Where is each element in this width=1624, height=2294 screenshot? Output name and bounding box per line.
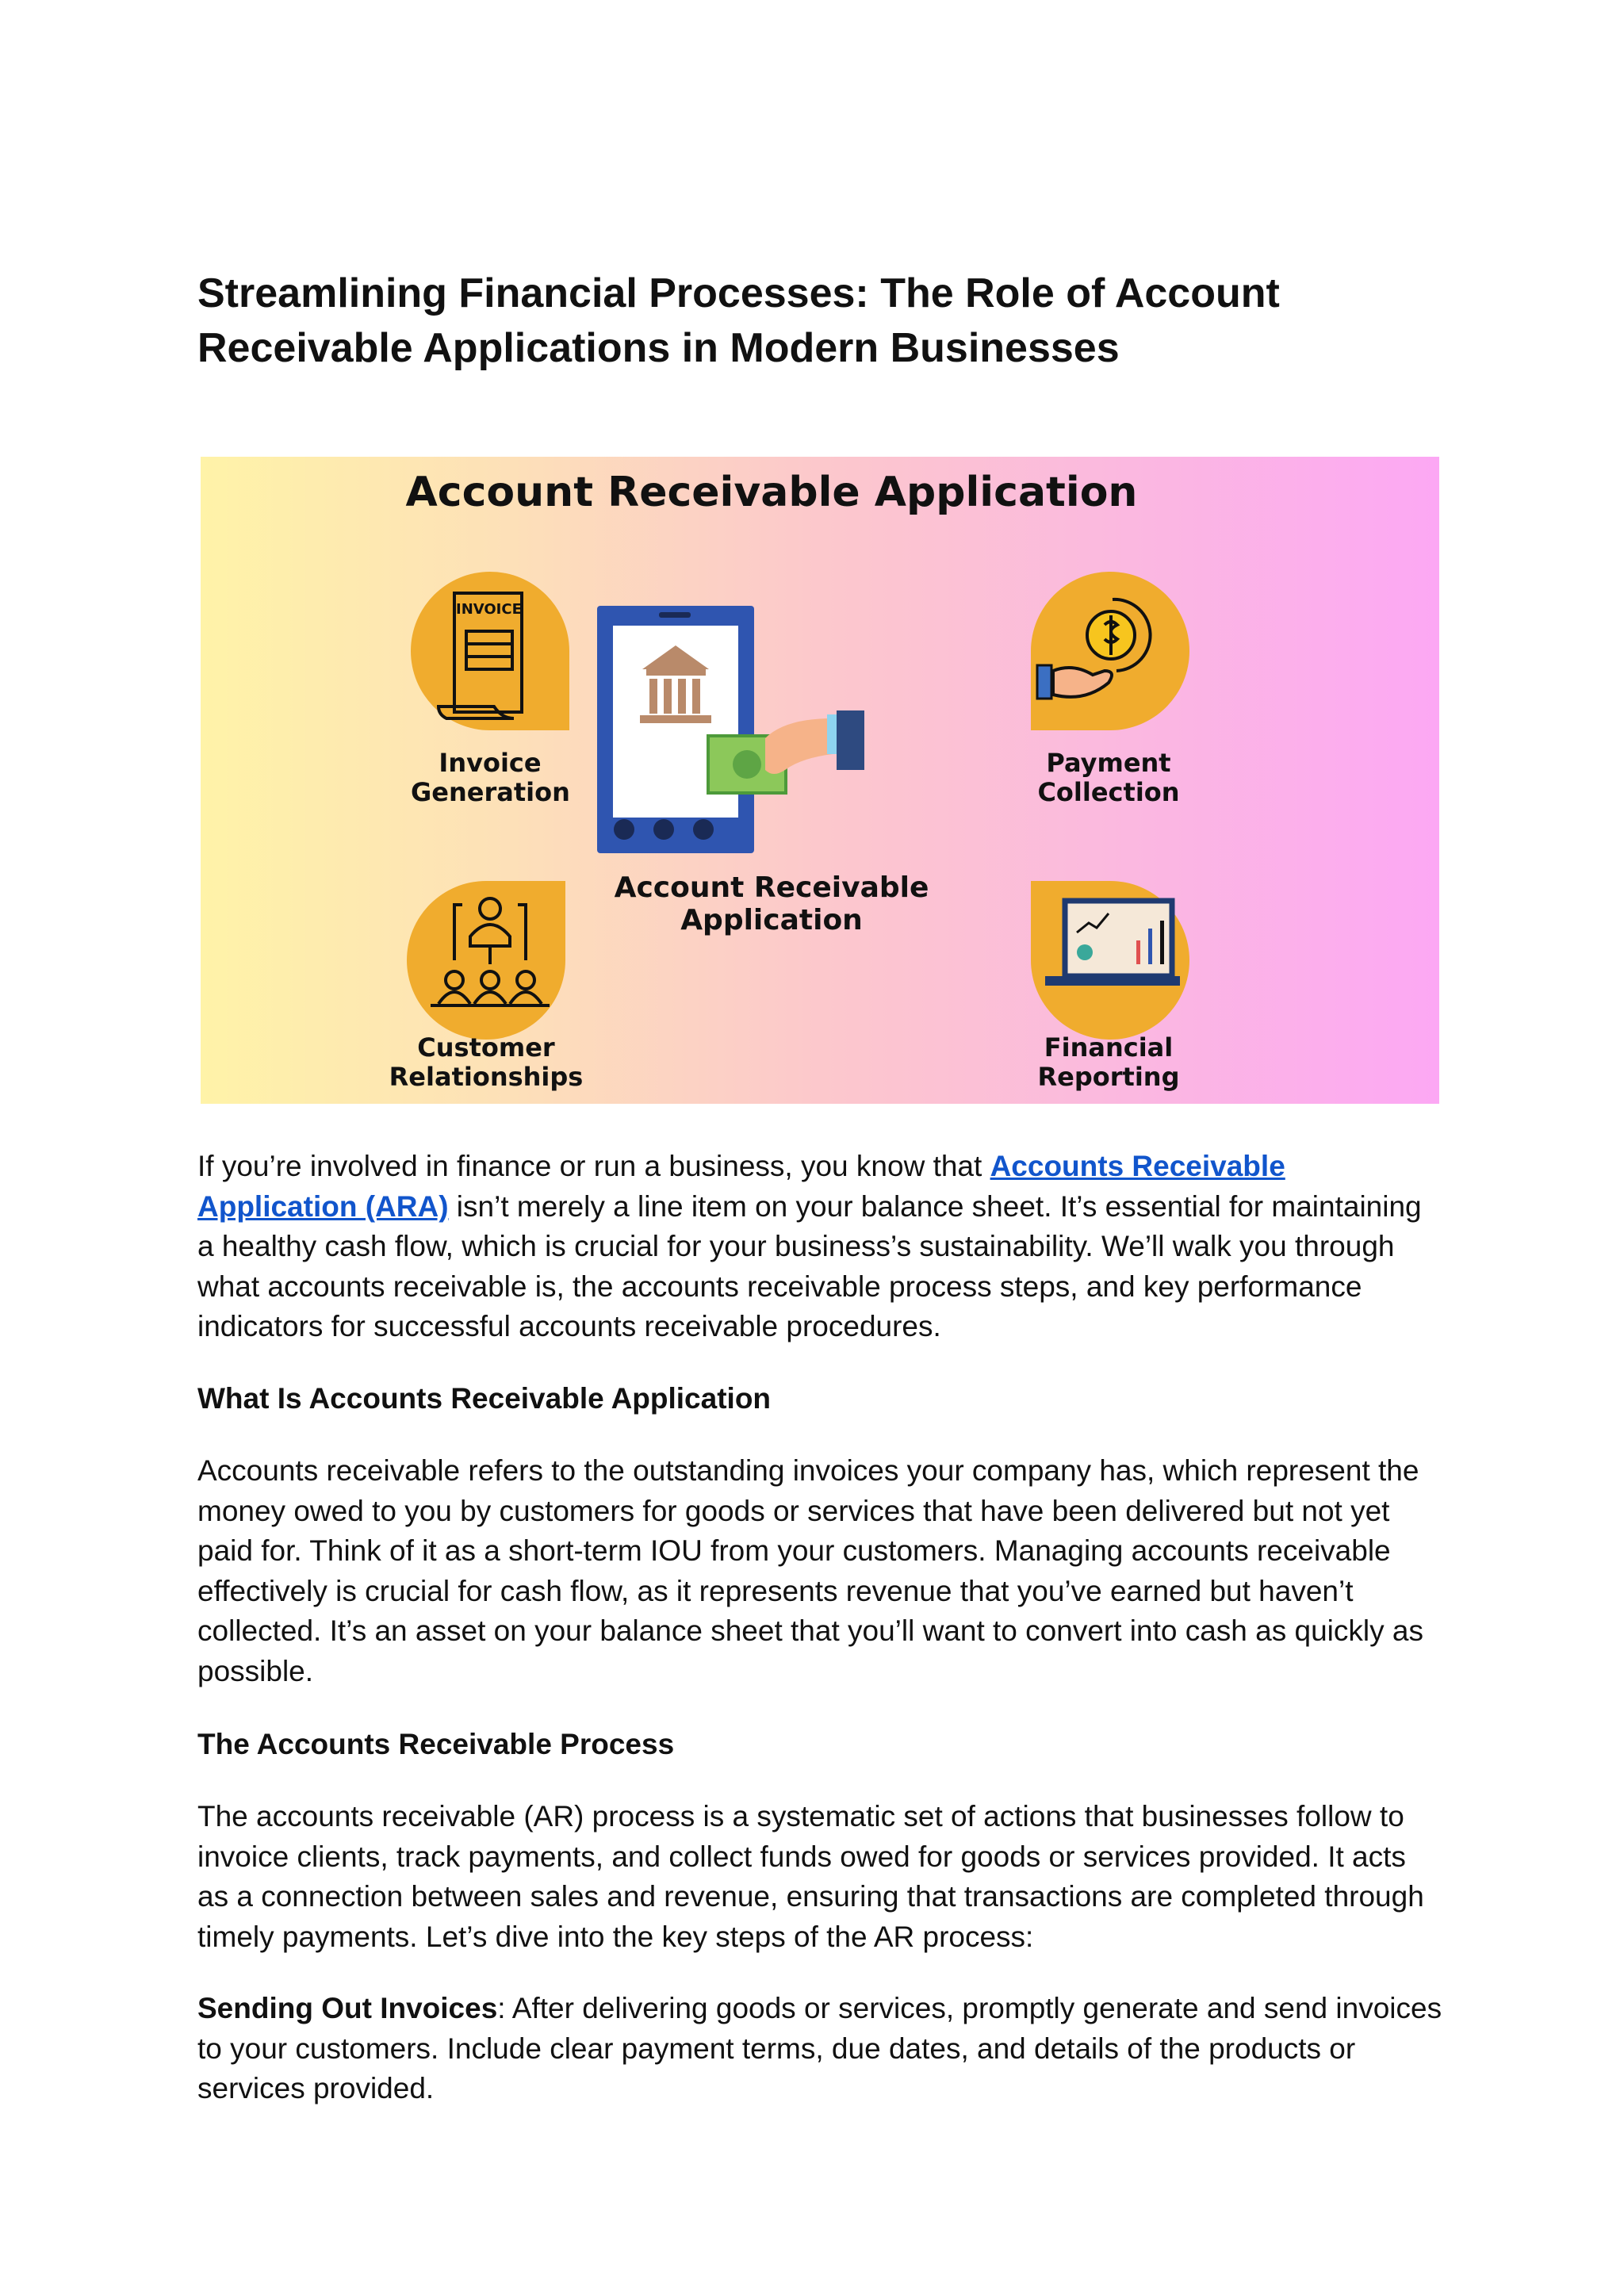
page-title: Streamlining Financial Processes: The Role of Account Receivable Applications in Modern Businesses bbox=[197, 270, 1280, 371]
infographic-image bbox=[201, 457, 1439, 1104]
phone-app-icon bbox=[597, 606, 864, 853]
invoice-word: INVOICE bbox=[456, 601, 522, 618]
section-heading-process: The Accounts Receivable Process bbox=[197, 1728, 675, 1760]
intro-paragraph bbox=[197, 1147, 1442, 1347]
section1-text: Accounts receivable refers to the outstanding invoices your company has, which represent the money owed to you by customers for goods or services that have been delivered but not yet paid for. Think of it as a short-term IOU from your customers. Managing accounts receivable effectively is crucial for cash flow, as it represents revenue that you’ve earned but haven’t collected. It’s an asset on your balance sheet that you’ll want to convert into cash as quickly as possible. bbox=[197, 1454, 1423, 1687]
section2-paragraph bbox=[197, 1797, 1442, 1957]
label-invoice-generation: Invoice Generation bbox=[411, 748, 570, 807]
label-center: Account Receivable Application bbox=[614, 871, 929, 937]
section-heading-what-is: What Is Accounts Receivable Application bbox=[197, 1382, 772, 1415]
label-customer-relationships: Customer Relationships bbox=[389, 1032, 584, 1092]
infographic-title: Account Receivable Application bbox=[405, 469, 1138, 516]
section2-text: The accounts receivable (AR) process is a systematic set of actions that businesses follow to invoice clients, track payments, and collect funds owed for goods or services provided. It acts as a connection between sales and revenue, ensuring that transactions are completed through timely payments. Let’s dive into the key steps of the AR process: bbox=[197, 1800, 1424, 1953]
step-term: Sending Out Invoices bbox=[197, 1992, 498, 2024]
section1-paragraph bbox=[197, 1451, 1442, 1691]
step-body: : After delivering goods or services, promptly generate and send invoices to your customers. Include clear payment terms, due dates, and details of the products or services provided. bbox=[197, 1992, 1442, 2104]
intro-text: If you’re involved in finance or run a business, you know that bbox=[197, 1150, 990, 1182]
intro-text-rest: isn’t merely a line item on your balance sheet. It’s essential for maintaining a healthy cash flow, which is crucial for your business’s sustainability. We’ll walk you through what accounts receivable is, the accounts receivable process steps, and key performance indicators for successful accounts receivable procedures. bbox=[197, 1189, 1422, 1342]
label-financial-reporting: Financial Reporting bbox=[1037, 1032, 1180, 1092]
label-payment-collection: Payment Collection bbox=[1037, 748, 1180, 807]
step-sending-invoices bbox=[197, 1989, 1442, 2109]
ara-link[interactable]: Accounts Receivable Application (ARA) bbox=[197, 1150, 1285, 1223]
